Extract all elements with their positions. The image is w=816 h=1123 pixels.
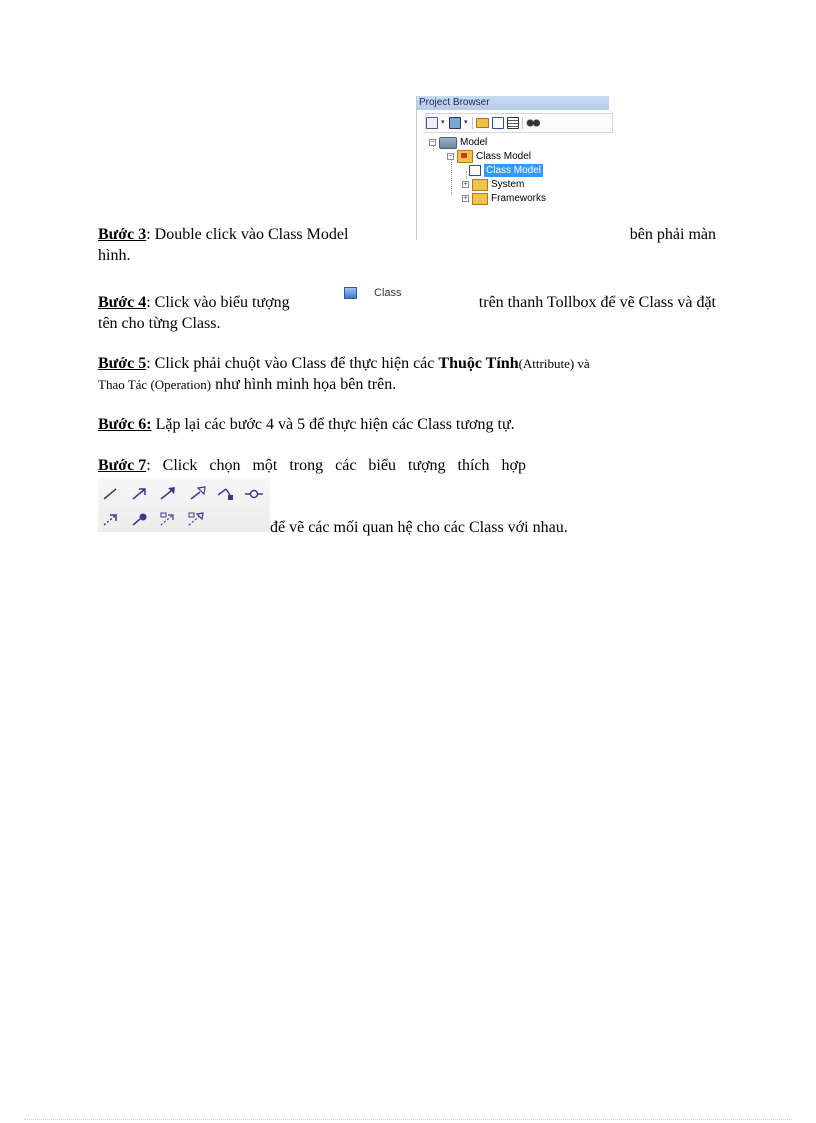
step-text: : Click vào biểu tượng [146,294,290,311]
tree-node-label: Class Model [486,165,542,176]
step-text: trên thanh Tollbox để vẽ Class và đặt [478,294,716,311]
tree-node-label: Frameworks [491,193,547,204]
step-7-paragraph [98,455,716,476]
step-label: Bước 5 [98,355,147,372]
assembly-icon[interactable] [244,486,264,502]
step-text: : Double click vào Class Model [146,226,349,243]
expand-icon[interactable]: + [463,181,468,188]
step-3-paragraph [98,224,716,266]
tree-icon[interactable] [492,117,504,129]
find-icon[interactable] [526,118,540,128]
abstraction-icon[interactable] [186,512,206,528]
new-element-icon[interactable] [426,117,438,129]
step-4-paragraph [98,292,716,334]
relationship-toolbox [98,478,270,532]
step-bold-text: Thuộc Tính [438,355,519,372]
class-diagram-icon [469,165,481,176]
folder-icon [472,193,488,205]
package-icon [457,150,473,163]
step-5-paragraph [98,353,716,395]
nesting-icon[interactable] [130,512,150,528]
step-text: : Click phải chuột vào Class để thực hiện các [146,355,439,372]
generalization-icon[interactable] [158,486,178,502]
page-border [24,1119,792,1120]
tree-node-system[interactable] [462,178,524,191]
class-tool-label: Class [374,287,402,299]
chevron-down-icon[interactable]: ▾ [464,119,468,126]
step-label: Bước 3 [98,226,147,243]
save-icon[interactable] [449,117,461,129]
trace-icon[interactable] [158,512,178,528]
toolbar-separator [522,117,523,129]
project-browser-title: Project Browser [417,96,609,110]
toolbar-separator [472,117,473,129]
aggregation-icon[interactable] [216,486,236,502]
tree-node-class-model-package[interactable] [447,150,531,163]
step-label: Bước 4 [98,294,147,311]
step-text: để vẽ các mối quan hệ cho các Class với nhau. [270,519,568,536]
folder-icon [472,179,488,191]
collapse-icon[interactable]: − [430,139,435,146]
tree-node-label: Model [460,137,488,148]
step-7-continuation [270,517,716,538]
realization-icon[interactable] [188,486,208,502]
tree-node-label: System [491,179,525,190]
step-text: Lặp lại các bước 4 và 5 để thực hiện các Class tương tự. [151,416,515,433]
expand-icon[interactable]: + [463,195,468,202]
list-icon[interactable] [507,117,519,129]
collapse-icon[interactable]: − [448,153,453,160]
tree-node-label: Class Model [476,151,532,162]
folder-icon[interactable] [476,118,489,128]
tree-node-model[interactable] [429,136,487,149]
step-text: (Attribute) và [518,356,590,371]
project-browser-panel [416,96,609,240]
dependency-icon[interactable] [101,512,121,528]
chevron-down-icon[interactable]: ▾ [441,119,445,126]
step-text: hình. [98,247,131,264]
step-label: Bước 7 [98,457,147,474]
step-6-paragraph [98,414,716,435]
model-icon [439,137,457,149]
tree-node-class-model-diagram[interactable] [469,164,543,177]
step-text: như hình minh họa bên trên. [211,376,397,393]
step-label: Bước 6: [98,416,152,433]
step-text: Thao Tác (Operation) [98,377,212,392]
association-icon[interactable] [101,486,121,502]
step-text: bên phải màn [629,226,716,243]
project-browser-toolbar [425,113,613,133]
tree-node-frameworks[interactable] [462,192,546,205]
directed-association-icon[interactable] [130,486,150,502]
step-text: tên cho từng Class. [98,315,221,332]
step-text: : Click chọn một trong các biểu tượng thích hợp [146,457,526,474]
